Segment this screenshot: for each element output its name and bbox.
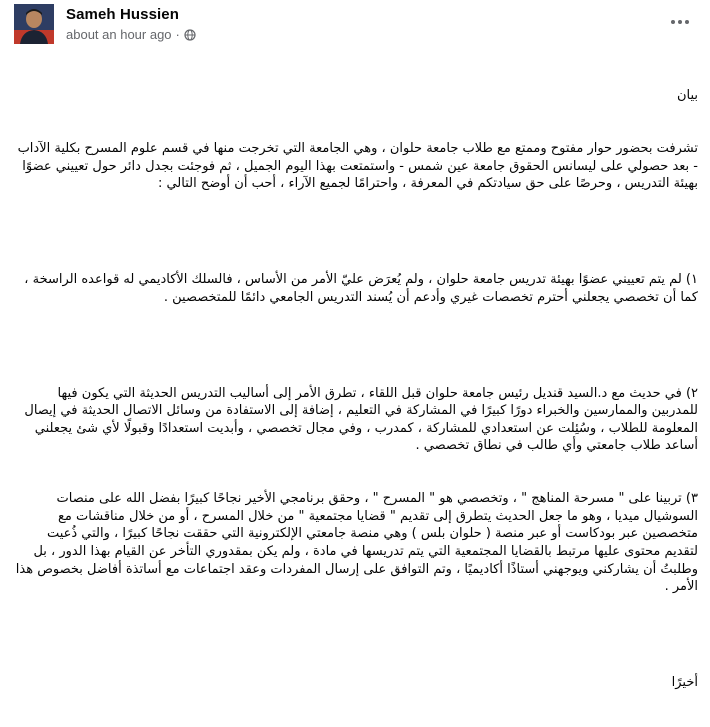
post-header bbox=[14, 4, 696, 44]
more-dot bbox=[678, 20, 682, 24]
author-name[interactable]: Sameh Hussien bbox=[66, 6, 180, 23]
meta-separator: · bbox=[175, 27, 180, 42]
paragraph-gap bbox=[10, 228, 698, 236]
more-dot bbox=[671, 20, 675, 24]
post-timestamp[interactable]: about an hour ago bbox=[66, 27, 172, 42]
post-paragraph-finally: أخيرًا bbox=[671, 675, 698, 691]
post-paragraph-title: بيان bbox=[676, 88, 698, 104]
author-avatar[interactable] bbox=[14, 4, 54, 44]
post-paragraph-point-2: ٢) في حديث مع د.السيد قنديل رئيس جامعة حلوان قبل اللقاء ، تطرق الأمر إلى أساليب التدريس الحديثة التي يكون فيها للمدربين والممارسين والخبراء دورًا كبيرًا في المشاركة في التعليم ، إضافة إلى الاستفادة من وسائل الاتصال الحديثة في إيصال المعلومة للطلاب ، وسُئِلت عن استعدادي للمشاركة ، كمدرب ، وفي مجال تخصصي ، وأبديت استعدادًا وقبولًا لأي شئ يجعلني أساعد طلاب جامعتي وأي طالب في نطاق تخصصي . bbox=[20, 385, 698, 454]
paragraph-gap bbox=[10, 342, 698, 350]
more-dot bbox=[685, 20, 689, 24]
post-meta bbox=[66, 27, 196, 42]
avatar-image bbox=[14, 4, 54, 44]
post-paragraph-intro: تشرفت بحضور حوار مفتوح وممتع مع طلاب جامعة حلوان ، وهي الجامعة التي تخرجت منها في قسم علوم المسرح بكلية الآداب - بعد حصولي على ليسانس الحقوق جامعة عين شمس - واستمتعت بهذا اليوم الجميل ، ثم فوجئت بجدل دائر حول تعييني عضوًا بهيئة التدريس ، وحرصًا على حق سيادتكم في المعرفة ، واحترامًا لجميع الآراء ، أحب أن أوضح التالي : bbox=[13, 140, 698, 192]
paragraph-gap bbox=[10, 631, 698, 639]
post-paragraph-point-3: ٣) تربينا على " مسرحة المناهج " ، وتخصصي هو " المسرح " ، وحقق برنامجي الأخير نجاحًا كبيرًا بفضل الله على منصات السوشيال ميديا ، وهو ما جعل الحديث يتطرق إلى تقديم " قضايا مجتمعية " من خلال المسرح ، أو من خلال مناقشات مع متخصصين عبر بودكاست أو عبر منصة ( حلوان بلس ) وهي منصة جامعتي الإلكترونية التي حققت نجاحًا كبيرًا ، والتي ذُعيت لتقديم محتوى عليها مرتبط بالقضايا المجتمعية التي يتم تدريسها في مادة ، ولم يكن بمقدوري التأخر عن القيام بهذا الدور ، بل وطلبتُ أن يشاركني ويوجهني أستاذًا أكاديميًا ، وتم التوافق على إرسال المفردات وعقد اجتماعات مع أساتذة أفاضل بخصوص هذا الأمر . bbox=[11, 491, 698, 595]
post-body bbox=[10, 52, 698, 727]
more-options-icon[interactable] bbox=[668, 12, 692, 32]
globe-icon[interactable] bbox=[184, 29, 196, 41]
post-paragraph-point-1: ١) لم يتم تعييني عضوًا بهيئة تدريس جامعة حلوان ، ولم يُعرَض عليّ الأمر من الأساس ، فالسلك الأكاديمي له قواعده الراسخة ، كما أن تخصصي يجعلني أحترم تخصصات غيري وأدعم أن يُسند التدريس الجامعي دائمًا للمتخصصين . bbox=[20, 272, 698, 305]
